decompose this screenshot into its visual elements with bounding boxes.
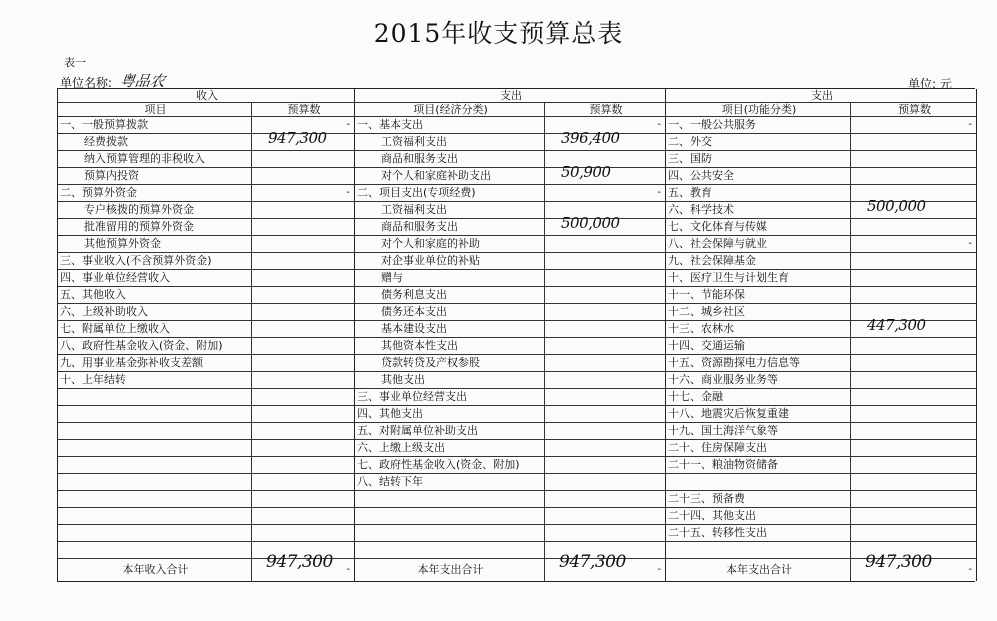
column-header-item: 项目(功能分类) — [666, 103, 850, 117]
handwritten-amount: 500,000 — [561, 214, 620, 232]
row-amount — [544, 372, 665, 389]
dash-mark: - — [657, 187, 661, 198]
row-amount — [251, 236, 354, 253]
row-amount — [251, 372, 354, 389]
dash-mark: - — [968, 238, 972, 249]
dash-mark: - — [968, 564, 972, 575]
row-amount — [850, 219, 976, 236]
column-header-amount: 预算数 — [850, 103, 976, 117]
row-amount — [850, 287, 976, 304]
row-label — [58, 457, 251, 474]
total-amount-cell — [251, 552, 354, 581]
row-amount — [850, 316, 976, 338]
row-label: 二、预算外资金 — [58, 185, 251, 202]
row-label: 基本建设支出 — [355, 321, 544, 338]
row-amount — [850, 491, 976, 508]
row-amount — [850, 457, 976, 474]
row-label — [355, 508, 544, 525]
row-label: 一、基本支出 — [355, 117, 544, 134]
row-label — [58, 389, 251, 406]
row-label — [58, 406, 251, 423]
handwritten-amount: 50,900 — [561, 163, 611, 181]
row-label: 十六、商业服务业务等 — [666, 372, 850, 389]
row-label: 商品和服务支出 — [355, 219, 544, 236]
row-amount — [544, 321, 665, 338]
handwritten-total: 947,300 — [865, 552, 932, 572]
handwritten-total: 947,300 — [266, 552, 333, 572]
row-label: 七、附属单位上缴收入 — [58, 321, 251, 338]
row-label: 二十四、其他支出 — [666, 508, 850, 525]
dash-mark: - — [968, 119, 972, 130]
row-amount — [544, 214, 665, 236]
row-label — [58, 525, 251, 542]
row-label: 四、公共安全 — [666, 168, 850, 185]
row-amount — [850, 372, 976, 389]
row-label: 八、社会保障与就业 — [666, 236, 850, 253]
row-label: 四、事业单位经营收入 — [58, 270, 251, 287]
row-label: 二十一、粮油物资储备 — [666, 457, 850, 474]
row-label: 十八、地震灾后恢复重建 — [666, 406, 850, 423]
row-amount — [251, 219, 354, 236]
row-amount — [544, 355, 665, 372]
row-amount — [251, 304, 354, 321]
income-block — [57, 89, 354, 581]
row-label: 五、其他收入 — [58, 287, 251, 304]
row-amount — [544, 406, 665, 423]
row-label: 二、项目支出(专项经费) — [355, 185, 544, 202]
handwritten-amount: 500,000 — [867, 197, 926, 215]
row-label: 十一、节能环保 — [666, 287, 850, 304]
row-amount — [251, 270, 354, 287]
row-amount — [251, 406, 354, 423]
row-label: 三、事业收入(不含预算外资金) — [58, 253, 251, 270]
row-label: 十七、金融 — [666, 389, 850, 406]
row-amount — [544, 287, 665, 304]
row-label: 债务还本支出 — [355, 304, 544, 321]
row-label: 六、上级补助收入 — [58, 304, 251, 321]
row-amount — [850, 197, 976, 219]
expense-functional-block — [665, 89, 977, 581]
row-amount — [251, 168, 354, 185]
handwritten-amount: 947,300 — [268, 129, 327, 147]
row-amount — [251, 457, 354, 474]
row-label: 十二、城乡社区 — [666, 304, 850, 321]
row-label: 专户核拨的预算外资金 — [58, 202, 251, 219]
row-label: 九、用事业基金弥补收支差额 — [58, 355, 251, 372]
row-label: 六、上缴上级支出 — [355, 440, 544, 457]
row-amount — [544, 491, 665, 508]
dash-mark: - — [346, 187, 350, 198]
row-label — [355, 525, 544, 542]
row-label — [666, 474, 850, 491]
row-amount — [850, 134, 976, 151]
row-amount — [544, 457, 665, 474]
column-header-amount: 预算数 — [251, 103, 354, 117]
row-label: 十五、资源勘探电力信息等 — [666, 355, 850, 372]
row-label — [58, 491, 251, 508]
row-label: 对个人和家庭补助支出 — [355, 168, 544, 185]
row-label: 赠与 — [355, 270, 544, 287]
row-label: 债务利息支出 — [355, 287, 544, 304]
row-label: 其他支出 — [355, 372, 544, 389]
unit-name-handwritten: 粤品农 — [118, 72, 167, 90]
row-label: 五、教育 — [666, 185, 850, 202]
total-label: 本年支出合计 — [417, 563, 484, 576]
row-label: 五、对附属单位补助支出 — [355, 423, 544, 440]
row-label: 十三、农林水 — [666, 321, 850, 338]
row-amount — [544, 185, 665, 202]
row-label — [58, 542, 251, 559]
row-label: 三、事业单位经营支出 — [355, 389, 544, 406]
row-amount — [850, 508, 976, 525]
column-header-amount: 预算数 — [544, 103, 665, 117]
row-amount — [251, 525, 354, 542]
row-amount — [544, 236, 665, 253]
row-label: 三、国防 — [666, 151, 850, 168]
row-amount — [544, 525, 665, 542]
row-label: 其他资本性支出 — [355, 338, 544, 355]
row-amount — [544, 304, 665, 321]
row-label: 十、医疗卫生与计划生育 — [666, 270, 850, 287]
row-label: 六、科学技术 — [666, 202, 850, 219]
row-amount — [251, 389, 354, 406]
row-amount — [251, 508, 354, 525]
row-label: 对个人和家庭的补助 — [355, 236, 544, 253]
row-amount — [251, 321, 354, 338]
row-label: 二十、住房保障支出 — [666, 440, 850, 457]
row-label: 四、其他支出 — [355, 406, 544, 423]
row-amount — [544, 253, 665, 270]
row-amount — [850, 389, 976, 406]
row-label: 工资福利支出 — [355, 202, 544, 219]
section-header: 收入 — [58, 89, 354, 103]
row-label: 一、一般公共服务 — [666, 117, 850, 134]
table-id: 表一 — [64, 56, 86, 69]
row-amount — [850, 270, 976, 287]
expense-economic-block — [354, 89, 665, 581]
row-label: 商品和服务支出 — [355, 151, 544, 168]
row-amount — [544, 389, 665, 406]
row-amount — [850, 338, 976, 355]
row-label: 二十五、转移性支出 — [666, 525, 850, 542]
row-amount — [544, 338, 665, 355]
row-label: 九、社会保障基金 — [666, 253, 850, 270]
column-header-item: 项目(经济分类) — [355, 103, 544, 117]
page-title: 2015年收支预算总表 — [373, 19, 624, 48]
row-amount — [850, 355, 976, 372]
budget-table — [57, 88, 975, 582]
row-amount — [544, 423, 665, 440]
row-amount — [251, 129, 354, 151]
row-label: 贷款转贷及产权参股 — [355, 355, 544, 372]
column-header-item: 项目 — [58, 103, 251, 117]
row-amount — [251, 185, 354, 202]
row-amount — [544, 508, 665, 525]
row-label: 对企事业单位的补贴 — [355, 253, 544, 270]
dash-mark: - — [346, 564, 350, 575]
row-amount — [251, 338, 354, 355]
handwritten-amount: 396,400 — [561, 129, 620, 147]
row-amount — [544, 163, 665, 185]
row-amount — [850, 474, 976, 491]
unit-name-label: 单位名称: — [60, 76, 113, 90]
total-amount-cell — [850, 552, 976, 581]
handwritten-amount: 447,300 — [867, 316, 926, 334]
row-amount — [251, 355, 354, 372]
row-label: 工资福利支出 — [355, 134, 544, 151]
row-label: 纳入预算管理的非税收入 — [58, 151, 251, 168]
row-amount — [251, 253, 354, 270]
row-label: 二十三、预备费 — [666, 491, 850, 508]
row-label: 十四、交通运输 — [666, 338, 850, 355]
row-amount — [850, 117, 976, 134]
row-label: 预算内投资 — [58, 168, 251, 185]
row-amount — [251, 287, 354, 304]
row-label: 八、结转下年 — [355, 474, 544, 491]
row-label: 批准留用的预算外资金 — [58, 219, 251, 236]
row-amount — [251, 202, 354, 219]
row-amount — [850, 253, 976, 270]
row-amount — [544, 129, 665, 151]
row-label: 七、文化体育与传媒 — [666, 219, 850, 236]
row-label: 十九、国土海洋气象等 — [666, 423, 850, 440]
dash-mark: - — [657, 119, 661, 130]
row-label — [58, 508, 251, 525]
row-label: 二、外交 — [666, 134, 850, 151]
row-label — [58, 440, 251, 457]
row-amount — [544, 270, 665, 287]
total-label: 本年支出合计 — [726, 563, 792, 576]
row-amount — [850, 151, 976, 168]
row-label: 十、上年结转 — [58, 372, 251, 389]
row-amount — [850, 406, 976, 423]
row-label — [58, 474, 251, 491]
row-amount — [850, 423, 976, 440]
row-amount — [251, 474, 354, 491]
dash-mark: - — [657, 564, 661, 575]
row-label: 八、政府性基金收入(资金、附加) — [58, 338, 251, 355]
row-amount — [544, 440, 665, 457]
row-label: 一、一般预算拨款 — [58, 117, 251, 134]
unit-label: 单位: 元 — [908, 77, 952, 91]
row-amount — [850, 168, 976, 185]
section-header: 支出 — [666, 89, 976, 103]
row-label: 其他预算外资金 — [58, 236, 251, 253]
dash-mark: - — [346, 119, 350, 130]
total-label: 本年收入合计 — [122, 563, 189, 576]
row-amount — [544, 474, 665, 491]
row-amount — [251, 491, 354, 508]
row-label: 经费拨款 — [58, 134, 251, 151]
row-label: 七、政府性基金收入(资金、附加) — [355, 457, 544, 474]
handwritten-total: 947,300 — [559, 552, 626, 572]
total-amount-cell — [544, 552, 665, 581]
row-label — [355, 542, 544, 559]
section-header: 支出 — [355, 89, 665, 103]
row-amount — [251, 151, 354, 168]
row-amount — [850, 440, 976, 457]
row-label — [58, 423, 251, 440]
row-amount — [850, 236, 976, 253]
row-label — [355, 491, 544, 508]
row-label — [666, 542, 850, 559]
row-amount — [850, 525, 976, 542]
row-amount — [251, 440, 354, 457]
row-amount — [251, 423, 354, 440]
